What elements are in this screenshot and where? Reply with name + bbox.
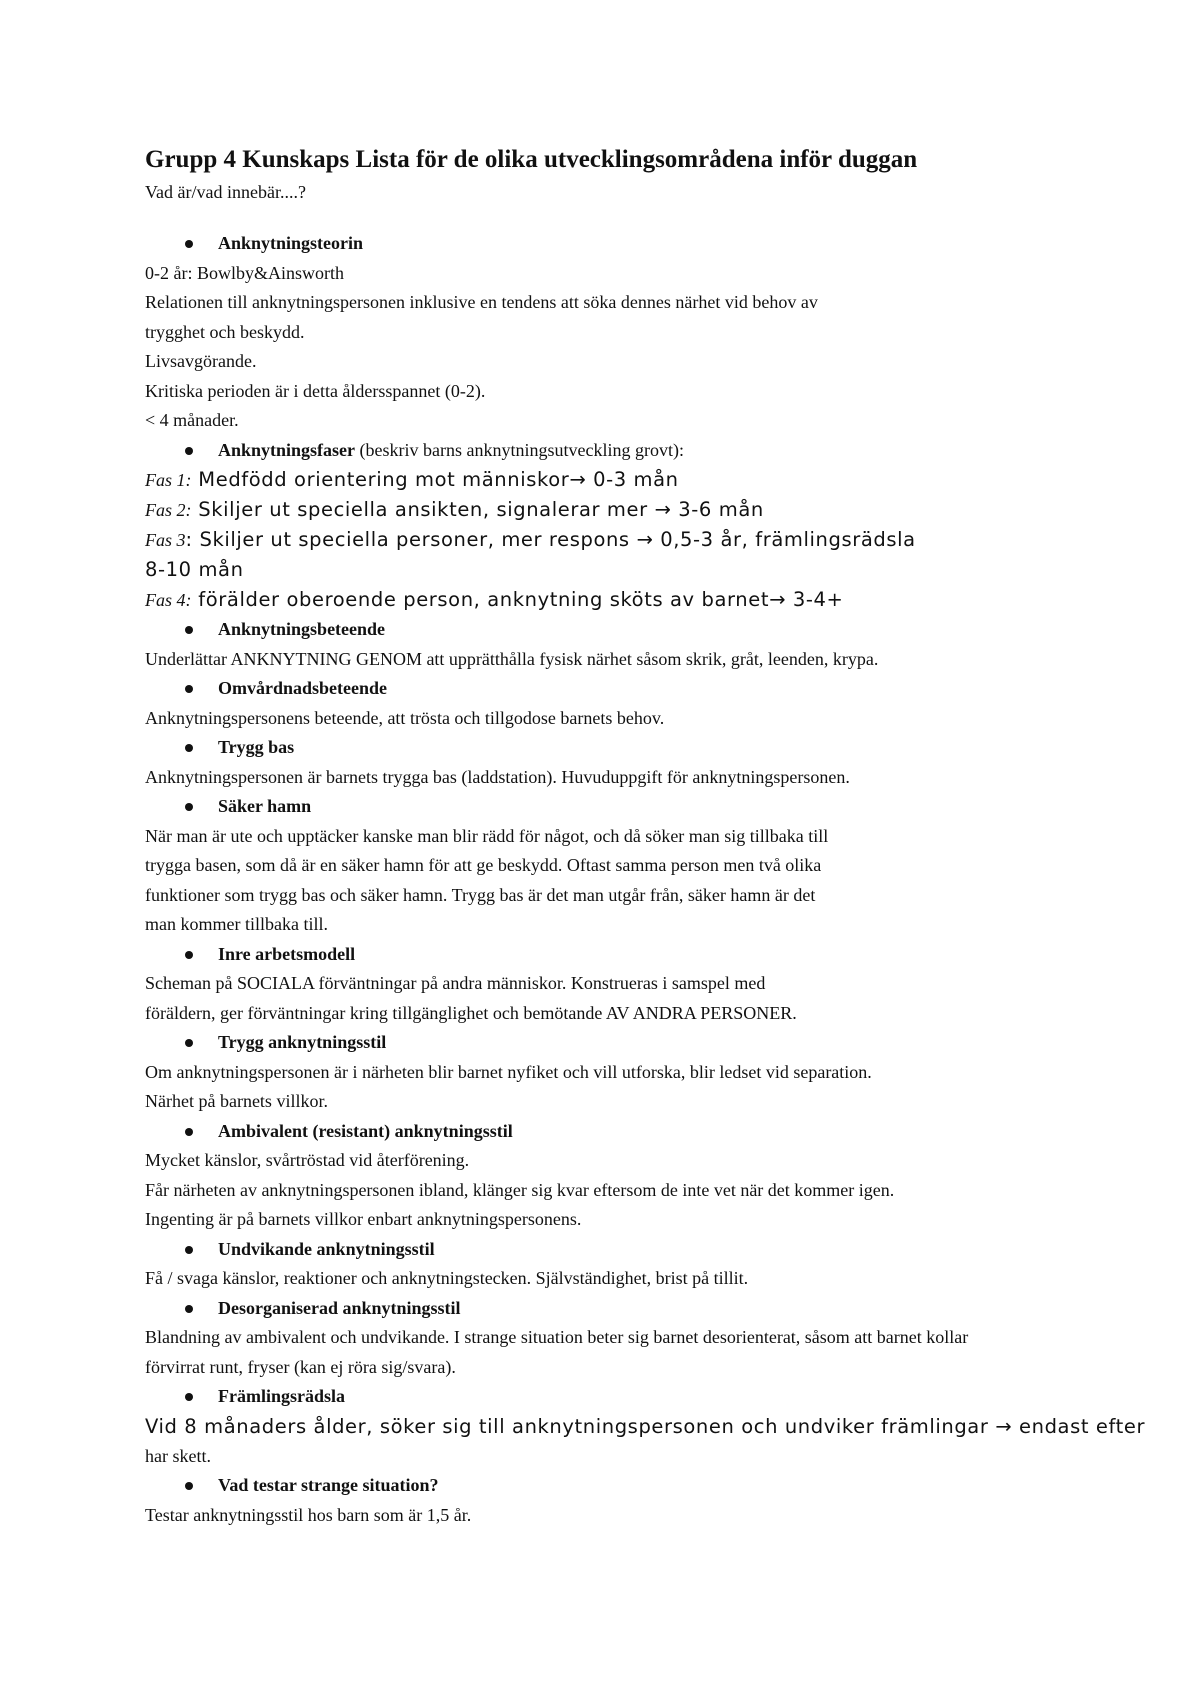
body-line: funktioner som trygg bas och säker hamn. Trygg bas är det man utgår från, säker hamn är det: [145, 884, 816, 905]
body-line: förvirrat runt, fryser (kan ej röra sig/svara).: [145, 1356, 456, 1377]
section-title-suffix: (beskriv barns anknytningsutveckling grovt):: [355, 439, 684, 460]
body-line: Scheman på SOCIALA förväntningar på andra människor. Konstrueras i samspel med: [145, 973, 766, 993]
document-title: Grupp 4 Kunskaps Lista för de olika utvecklingsområdena inför duggan: [145, 146, 918, 173]
phase-label: Fas 4:: [145, 590, 192, 610]
phase-label: Fas 2:: [145, 500, 192, 520]
bullet-icon: [185, 744, 193, 752]
phase-line: [145, 555, 1200, 585]
body-line: Testar anknytningsstil hos barn som är 1,5 år.: [145, 1504, 472, 1525]
body-line: 0-2 år: Bowlby&Ainsworth: [145, 262, 344, 283]
bullet-icon: [185, 803, 193, 811]
phase-line: [145, 465, 1200, 495]
bullet-icon: [185, 447, 193, 455]
section-heading: [145, 1235, 1200, 1265]
section-title: Främlingsrädsla: [218, 1386, 346, 1406]
bullet-icon: [185, 951, 193, 959]
section-title: Trygg anknytningsstil: [218, 1032, 387, 1052]
phase-line: [145, 525, 1200, 555]
body-line: Anknytningspersonen är barnets trygga bas (laddstation). Huvuduppgift för anknytningspersonen.: [145, 766, 850, 787]
bullet-icon: [185, 1039, 193, 1047]
phase-text: Skiljer ut speciella ansikten, signalerar mer → 3-6 mån: [191, 498, 764, 521]
section-title: Anknytningsbeteende: [218, 619, 386, 639]
body-line: Vid 8 månaders ålder, söker sig till anknytningspersonen och undviker främlingar → endast efter: [145, 1414, 1146, 1438]
phase-line: [145, 495, 1200, 525]
section-title: Desorganiserad anknytningsstil: [218, 1297, 461, 1318]
body-line: har skett.: [145, 1445, 211, 1466]
bullet-icon: [185, 1246, 193, 1254]
body-line: Mycket känslor, svårtröstad vid återförening.: [145, 1150, 470, 1170]
bullet-icon: [185, 1128, 193, 1136]
section-title: Anknytningsteorin: [218, 233, 364, 253]
body-line: Underlättar ANKNYTNING GENOM att upprätthålla fysisk närhet såsom skrik, gråt, leenden, krypa.: [145, 648, 879, 669]
body-line: föräldern, ger förväntningar kring tillgänglighet och bemötande AV ANDRA PERSONER.: [145, 1002, 797, 1023]
section-title: Anknytningsfaser: [218, 439, 356, 460]
body-line: När man är ute och upptäcker kanske man blir rädd för något, och då söker man sig tillbaka till: [145, 825, 829, 846]
section-title: Omvårdnadsbeteende: [218, 678, 388, 698]
section-heading: [145, 436, 1200, 466]
document-subtitle: Vad är/vad innebär....?: [145, 182, 306, 202]
body-line: Relationen till anknytningspersonen inklusive en tendens att söka dennes närhet vid behov av: [145, 292, 818, 312]
section-heading: [145, 792, 1200, 822]
body-line: Få / svaga känslor, reaktioner och anknytningstecken. Självständighet, brist på tillit.: [145, 1268, 749, 1288]
bullet-icon: [185, 1482, 193, 1490]
section-heading: [145, 229, 1200, 259]
section-title: Ambivalent (resistant) anknytningsstil: [218, 1120, 513, 1141]
bullet-icon: [185, 626, 193, 634]
body-line: Anknytningspersonens beteende, att trösta och tillgodose barnets behov.: [145, 707, 665, 728]
section-heading: [145, 1294, 1200, 1324]
bullet-icon: [185, 240, 193, 248]
bullet-icon: [185, 1305, 193, 1313]
bullet-icon: [185, 685, 193, 693]
phase-text: förälder oberoende person, anknytning sköts av barnet→ 3-4+: [191, 588, 844, 611]
body-line: trygga basen, som då är en säker hamn för att ge beskydd. Oftast samma person men två olika: [145, 855, 822, 875]
section-heading: [145, 674, 1200, 704]
section-heading: [145, 1382, 1200, 1412]
section-list: [145, 229, 1200, 1530]
body-line: Ingenting är på barnets villkor enbart anknytningspersonens.: [145, 1209, 582, 1229]
phase-text: : Skiljer ut speciella personer, mer respons → 0,5-3 år, främlingsrädsla: [185, 528, 916, 551]
section-title: Trygg bas: [218, 737, 295, 757]
body-line: trygghet och beskydd.: [145, 321, 305, 342]
body-line: man kommer tillbaka till.: [145, 914, 328, 934]
phase-text: Medfödd orientering mot människor→ 0-3 mån: [191, 468, 679, 491]
section-title: Inre arbetsmodell: [218, 943, 356, 964]
section-title: Säker hamn: [218, 796, 312, 816]
phase-text: 8-10 mån: [145, 558, 244, 581]
phase-label: Fas 3: [145, 530, 186, 550]
section-heading: [145, 1471, 1200, 1501]
section-heading: [145, 733, 1200, 763]
body-line: Om anknytningspersonen är i närheten blir barnet nyfiket och vill utforska, blir ledset vid separation.: [145, 1061, 872, 1082]
section-title: Vad testar strange situation?: [218, 1475, 439, 1495]
section-heading: [145, 615, 1200, 645]
document-content: [145, 142, 1200, 1530]
body-line: Närhet på barnets villkor.: [145, 1091, 328, 1111]
body-line: < 4 månader.: [145, 410, 239, 430]
section-heading: [145, 1028, 1200, 1058]
section-heading: [145, 940, 1200, 970]
body-line: Livsavgörande.: [145, 351, 257, 371]
phase-line: [145, 585, 1200, 615]
bullet-icon: [185, 1393, 193, 1401]
body-line: Får närheten av anknytningspersonen ibland, klänger sig kvar eftersom de inte vet när det kommer igen.: [145, 1179, 895, 1200]
body-line: Blandning av ambivalent och undvikande. I strange situation beter sig barnet desorienterat, såsom att barnet kollar: [145, 1327, 969, 1347]
phase-label: Fas 1:: [145, 470, 192, 490]
section-heading: [145, 1117, 1200, 1147]
section-title: Undvikande anknytningsstil: [218, 1238, 435, 1259]
body-line: Kritiska perioden är i detta åldersspannet (0-2).: [145, 380, 486, 401]
